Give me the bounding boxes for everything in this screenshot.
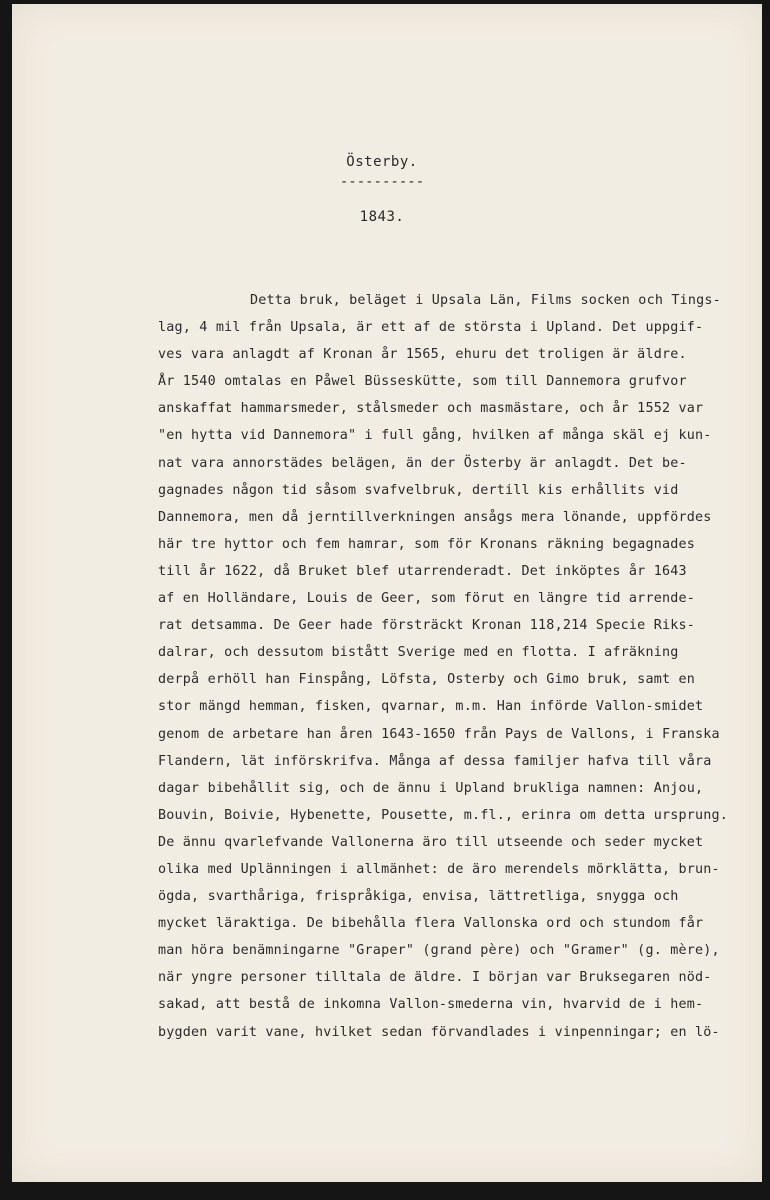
body-text bbox=[158, 287, 738, 1046]
text-line: af en Holländare, Louis de Geer, som förut en längre tid arrende- bbox=[158, 591, 696, 607]
text-line: Flandern, lät införskrifva. Många af dessa familjer hafva till våra bbox=[158, 753, 712, 769]
text-line: dagar bibehållit sig, och de ännu i Upland brukliga namnen: Anjou, bbox=[158, 780, 704, 796]
text-line: rat detsamma. De Geer hade försträckt Kronan 118,214 Specie Riks- bbox=[158, 618, 696, 634]
text-line: År 1540 omtalas en Påwel Büsseskütte, som till Dannemora grufvor bbox=[158, 374, 687, 390]
text-line: lag, 4 mil från Upsala, är ett af de största i Upland. Det uppgif- bbox=[158, 320, 704, 336]
text-line: när yngre personer tilltala de äldre. I början var Bruksegaren nöd- bbox=[158, 970, 712, 986]
text-line: olika med Uplänningen i allmänhet: de äro merendels mörklätta, brun- bbox=[158, 861, 720, 877]
text-line: ögda, svarthåriga, frispråkiga, envisa, lättretliga, snygga och bbox=[158, 889, 679, 905]
document-title: Österby. bbox=[346, 154, 418, 170]
text-line: ves vara anlagdt af Kronan år 1565, ehuru det troligen är äldre. bbox=[158, 347, 687, 363]
text-line: genom de arbetare han åren 1643-1650 från Pays de Vallons, i Franska bbox=[158, 726, 720, 742]
text-line: man höra benämningarne "Graper" (grand père) och "Gramer" (g. mère), bbox=[158, 943, 720, 959]
text-line: nat vara annorstädes belägen, än der Österby är anlagdt. Det be- bbox=[158, 455, 687, 471]
text-line: De ännu qvarlefvande Vallonerna äro till utseende och seder mycket bbox=[158, 834, 704, 850]
text-line: sakad, att bestå de inkomna Vallon-smederna vin, hvarvid de i hem- bbox=[158, 997, 704, 1013]
text-line: Bouvin, Boivie, Hybenette, Pousette, m.fl., erinra om detta ursprung. bbox=[158, 807, 729, 823]
document-year: 1843. bbox=[359, 209, 405, 225]
text-line: gagnades någon tid såsom svafvelbruk, dertill kis erhållits vid bbox=[158, 482, 679, 498]
title-underline: ---------- bbox=[339, 174, 425, 190]
document-page bbox=[12, 4, 762, 1182]
text-line: derpå erhöll han Finspång, Löfsta, Osterby och Gimo bruk, samt en bbox=[158, 672, 696, 688]
text-line: bygden varit vane, hvilket sedan förvandlades i vinpenningar; en lö- bbox=[158, 1024, 720, 1040]
text-line: dalrar, och dessutom bistått Sverige med en flotta. I afräkning bbox=[158, 645, 679, 661]
text-line: anskaffat hammarsmeder, stålsmeder och masmästare, och år 1552 var bbox=[158, 401, 704, 417]
text-line: Dannemora, men då jerntillverkningen ansågs mera lönande, uppfördes bbox=[158, 509, 712, 525]
text-line: stor mängd hemman, fisken, qvarnar, m.m. Han införde Vallon-smidet bbox=[158, 699, 704, 715]
text-line: Detta bruk, beläget i Upsala Län, Films socken och Tings- bbox=[250, 293, 721, 308]
text-line: mycket läraktiga. De bibehålla flera Vallonska ord och stundom får bbox=[158, 916, 704, 932]
text-line: "en hytta vid Dannemora" i full gång, hvilken af många skäl ej kun- bbox=[158, 428, 712, 444]
text-line: här tre hyttor och fem hamrar, som för Kronans räkning begagnades bbox=[158, 536, 696, 552]
text-line: till år 1622, då Bruket blef utarrenderadt. Det inköptes år 1643 bbox=[158, 563, 687, 579]
